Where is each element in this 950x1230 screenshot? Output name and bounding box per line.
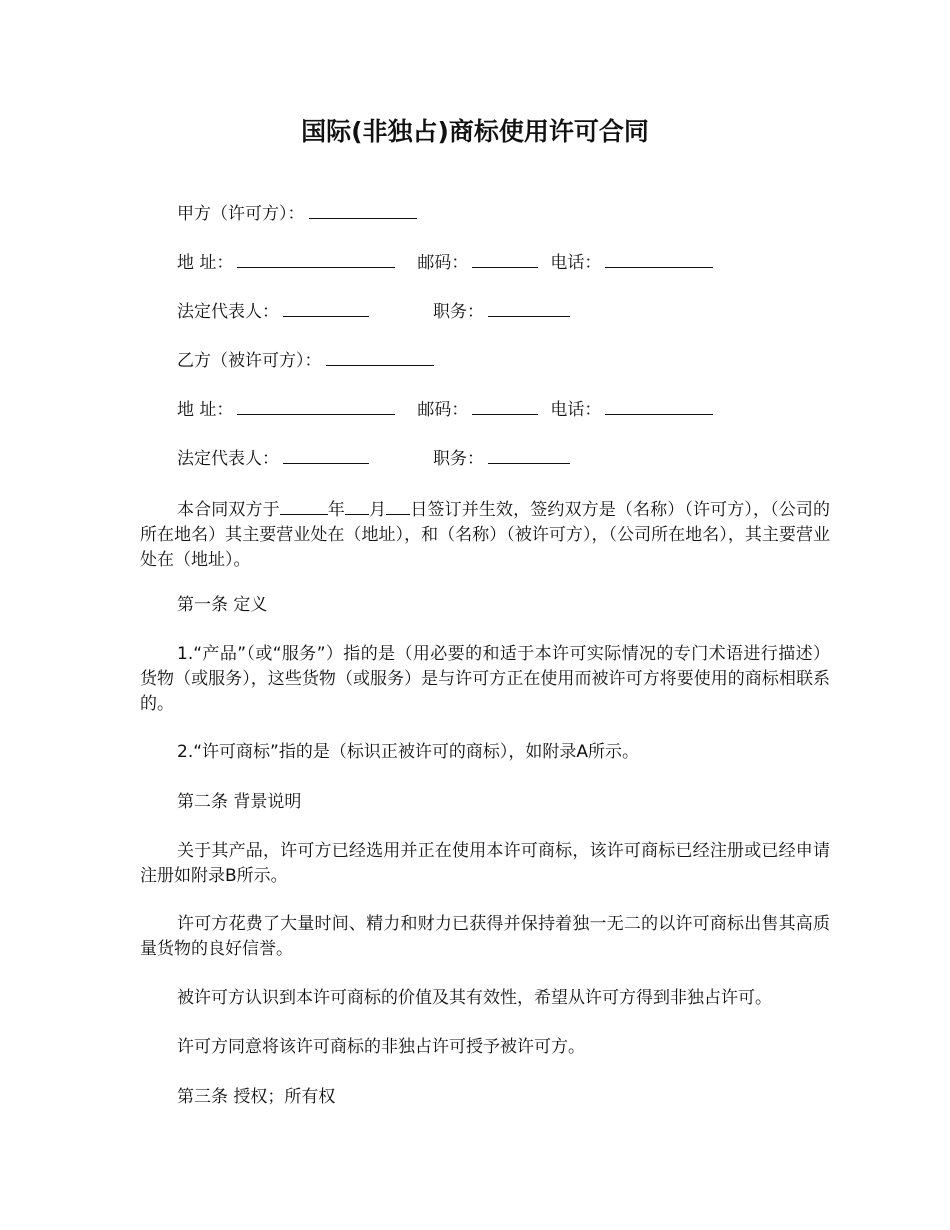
party-a-postcode-blank[interactable] (472, 247, 538, 268)
party-b-rep-line (177, 443, 570, 471)
party-a-rep-blank[interactable] (283, 296, 369, 317)
party-b-blank[interactable] (326, 345, 434, 366)
article-3-heading: 第三条 授权；所有权 (177, 1087, 336, 1107)
party-b-position-label: 职务： (433, 449, 484, 469)
party-a-rep-line (177, 296, 570, 324)
intro-prefix: 本合同双方于 (177, 500, 280, 520)
party-b-label: 乙方（被许可方）： (177, 351, 322, 371)
article-2-paragraph-1: 关于其产品，许可方已经选用并正在使用本许可商标，该许可商标已经注册或已经申请注册如附录B所示。 (140, 841, 830, 886)
party-b-address-blank[interactable] (237, 394, 395, 415)
party-b-address-line (177, 394, 713, 422)
party-a-postcode-label: 邮码： (417, 253, 469, 273)
article-2-heading: 第二条 背景说明 (177, 792, 302, 812)
article-1-heading: 第一条 定义 (177, 595, 268, 615)
party-a-line (177, 198, 417, 226)
party-a-label: 甲方（许可方）： (177, 204, 305, 224)
party-b-phone-label: 电话： (550, 400, 602, 420)
article-2-paragraph-2: 许可方花费了大量时间、精力和财力已获得并保持着独一无二的以许可商标出售其高质量货物的良好信誉。 (140, 914, 830, 959)
intro-year-blank[interactable] (280, 494, 328, 515)
party-b-position-blank[interactable] (488, 443, 570, 464)
article-2-paragraph-3: 被许可方认识到本许可商标的价值及其有效性，希望从许可方得到非独占许可。 (177, 988, 772, 1008)
party-a-address-line (177, 247, 713, 275)
party-a-phone-label: 电话： (550, 253, 602, 273)
document-title: 国际(非独占)商标使用许可合同 (301, 117, 649, 146)
party-a-position-label: 职务： (433, 302, 484, 322)
intro-paragraph (140, 494, 830, 573)
intro-month-label: 月 (369, 500, 387, 520)
party-b-rep-blank[interactable] (283, 443, 369, 464)
party-b-postcode-blank[interactable] (472, 394, 538, 415)
party-b-line (177, 345, 434, 373)
party-a-address-blank[interactable] (237, 247, 395, 268)
article-1-paragraph-1: 1.“产品”（或“服务”）指的是（用必要的和适于本许可实际情况的专门术语进行描述）货物（或服务），这些货物（或服务）是与许可方正在使用而被许可方将要使用的商标相联系的。 (140, 644, 830, 714)
party-a-rep-label: 法定代表人： (177, 302, 279, 322)
intro-rest: 日签订并生效，签约双方是（名称）（许可方），（公司的所在地名）其主要营业处在（地址），和（名称）（被许可方），（公司所在地名），其主要营业处在（地址）。 (140, 500, 830, 570)
party-b-postcode-label: 邮码： (417, 400, 469, 420)
intro-month-blank[interactable] (345, 494, 369, 515)
party-b-rep-label: 法定代表人： (177, 449, 279, 469)
intro-day-blank[interactable] (386, 494, 410, 515)
article-2-paragraph-4: 许可方同意将该许可商标的非独占许可授予被许可方。 (177, 1037, 585, 1057)
article-1-paragraph-2: 2.“许可商标”指的是（标识正被许可的商标），如附录A所示。 (177, 742, 639, 762)
intro-year-label: 年 (327, 500, 345, 520)
party-a-address-label: 地 址： (177, 253, 234, 273)
party-a-phone-blank[interactable] (605, 247, 713, 268)
party-a-blank[interactable] (309, 198, 417, 219)
party-a-position-blank[interactable] (488, 296, 570, 317)
party-b-phone-blank[interactable] (605, 394, 713, 415)
party-b-address-label: 地 址： (177, 400, 234, 420)
